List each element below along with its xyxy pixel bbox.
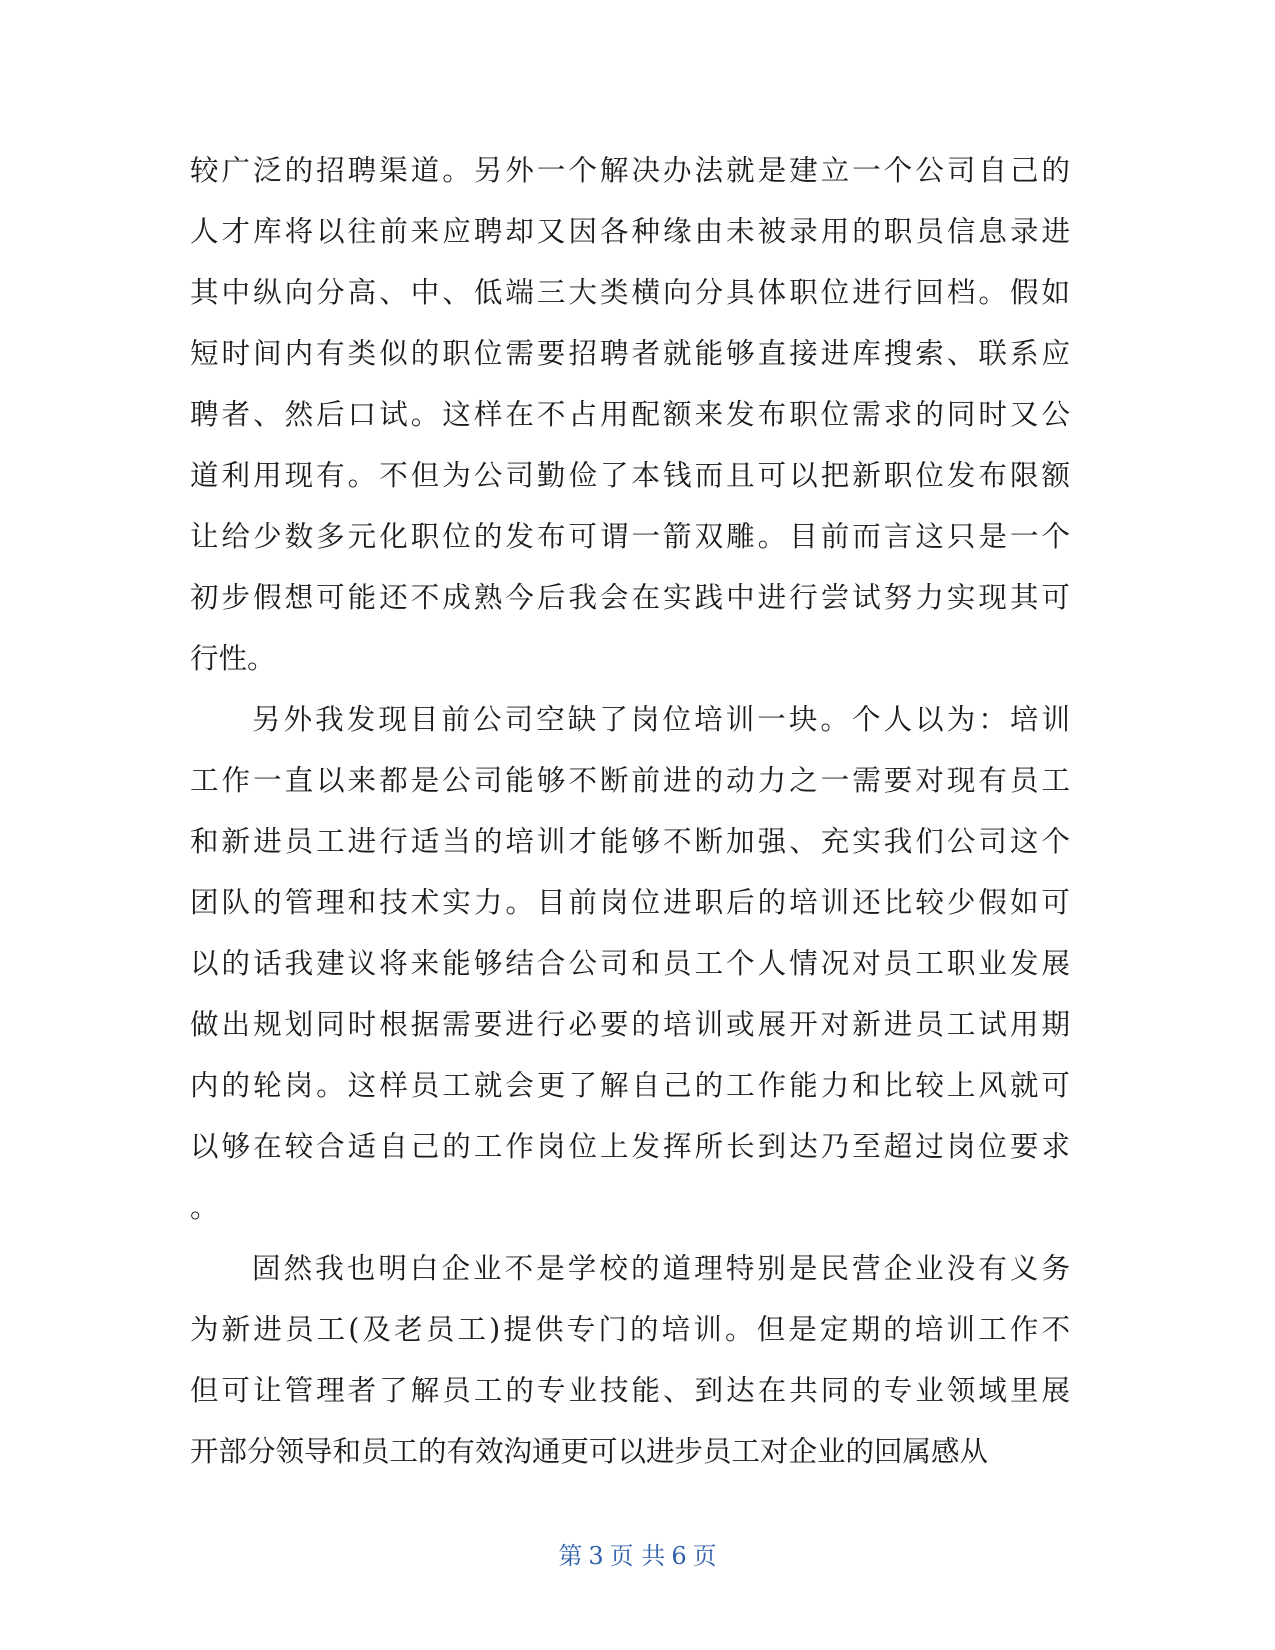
footer-current-page: 3 bbox=[588, 1542, 604, 1570]
text-line: 行性。 bbox=[190, 642, 276, 675]
text-line: 。 bbox=[190, 1191, 219, 1224]
text-line: 工作一直以来都是公司能够不断前进的动力之一需要对现有员工 bbox=[190, 764, 1070, 797]
page-footer bbox=[0, 1536, 1275, 1571]
footer-total-pages: 6 bbox=[671, 1542, 687, 1570]
text-line: 初步假想可能还不成熟今后我会在实践中进行尝试努力实现其可 bbox=[190, 581, 1070, 614]
text-line: 做出规划同时根据需要进行必要的培训或展开对新进员工试用期 bbox=[190, 1008, 1070, 1041]
text-line: 以够在较合适自己的工作岗位上发挥所长到达乃至超过岗位要求 bbox=[190, 1130, 1070, 1163]
text-line: 其中纵向分高、中、低端三大类横向分具体职位进行回档。假如 bbox=[190, 276, 1070, 309]
paragraph bbox=[190, 1238, 1070, 1482]
text-line: 道利用现有。不但为公司勤俭了本钱而且可以把新职位发布限额 bbox=[190, 459, 1070, 492]
paragraph bbox=[190, 140, 1070, 689]
text-line: 较广泛的招聘渠道。另外一个解决办法就是建立一个公司自己的 bbox=[190, 154, 1070, 187]
body-text bbox=[190, 140, 1070, 1482]
text-line: 短时间内有类似的职位需要招聘者就能够直接进库搜索、联系应 bbox=[190, 337, 1070, 370]
text-line: 为新进员工(及老员工)提供专门的培训。但是定期的培训工作不 bbox=[190, 1313, 1070, 1346]
text-line: 固然我也明白企业不是学校的道理特别是民营企业没有义务 bbox=[252, 1252, 1070, 1285]
footer-prefix: 第 bbox=[558, 1542, 583, 1570]
text-line: 让给少数多元化职位的发布可谓一箭双雕。目前而言这只是一个 bbox=[190, 520, 1070, 553]
footer-middle: 页 共 bbox=[609, 1542, 666, 1570]
text-line: 人才库将以往前来应聘却又因各种缘由未被录用的职员信息录进 bbox=[190, 215, 1070, 248]
text-line: 但可让管理者了解员工的专业技能、到达在共同的专业领域里展 bbox=[190, 1374, 1070, 1407]
text-line: 聘者、然后口试。这样在不占用配额来发布职位需求的同时又公 bbox=[190, 398, 1070, 431]
text-line: 和新进员工进行适当的培训才能够不断加强、充实我们公司这个 bbox=[190, 825, 1070, 858]
text-line: 开部分领导和员工的有效沟通更可以进步员工对企业的回属感从 bbox=[190, 1435, 989, 1468]
paragraph bbox=[190, 689, 1070, 1238]
text-line: 另外我发现目前公司空缺了岗位培训一块。个人以为：培训 bbox=[252, 703, 1070, 736]
text-line: 以的话我建议将来能够结合公司和员工个人情况对员工职业发展 bbox=[190, 947, 1070, 980]
text-line: 团队的管理和技术实力。目前岗位进职后的培训还比较少假如可 bbox=[190, 886, 1070, 919]
text-line: 内的轮岗。这样员工就会更了解自己的工作能力和比较上风就可 bbox=[190, 1069, 1070, 1102]
footer-suffix: 页 bbox=[692, 1542, 717, 1570]
